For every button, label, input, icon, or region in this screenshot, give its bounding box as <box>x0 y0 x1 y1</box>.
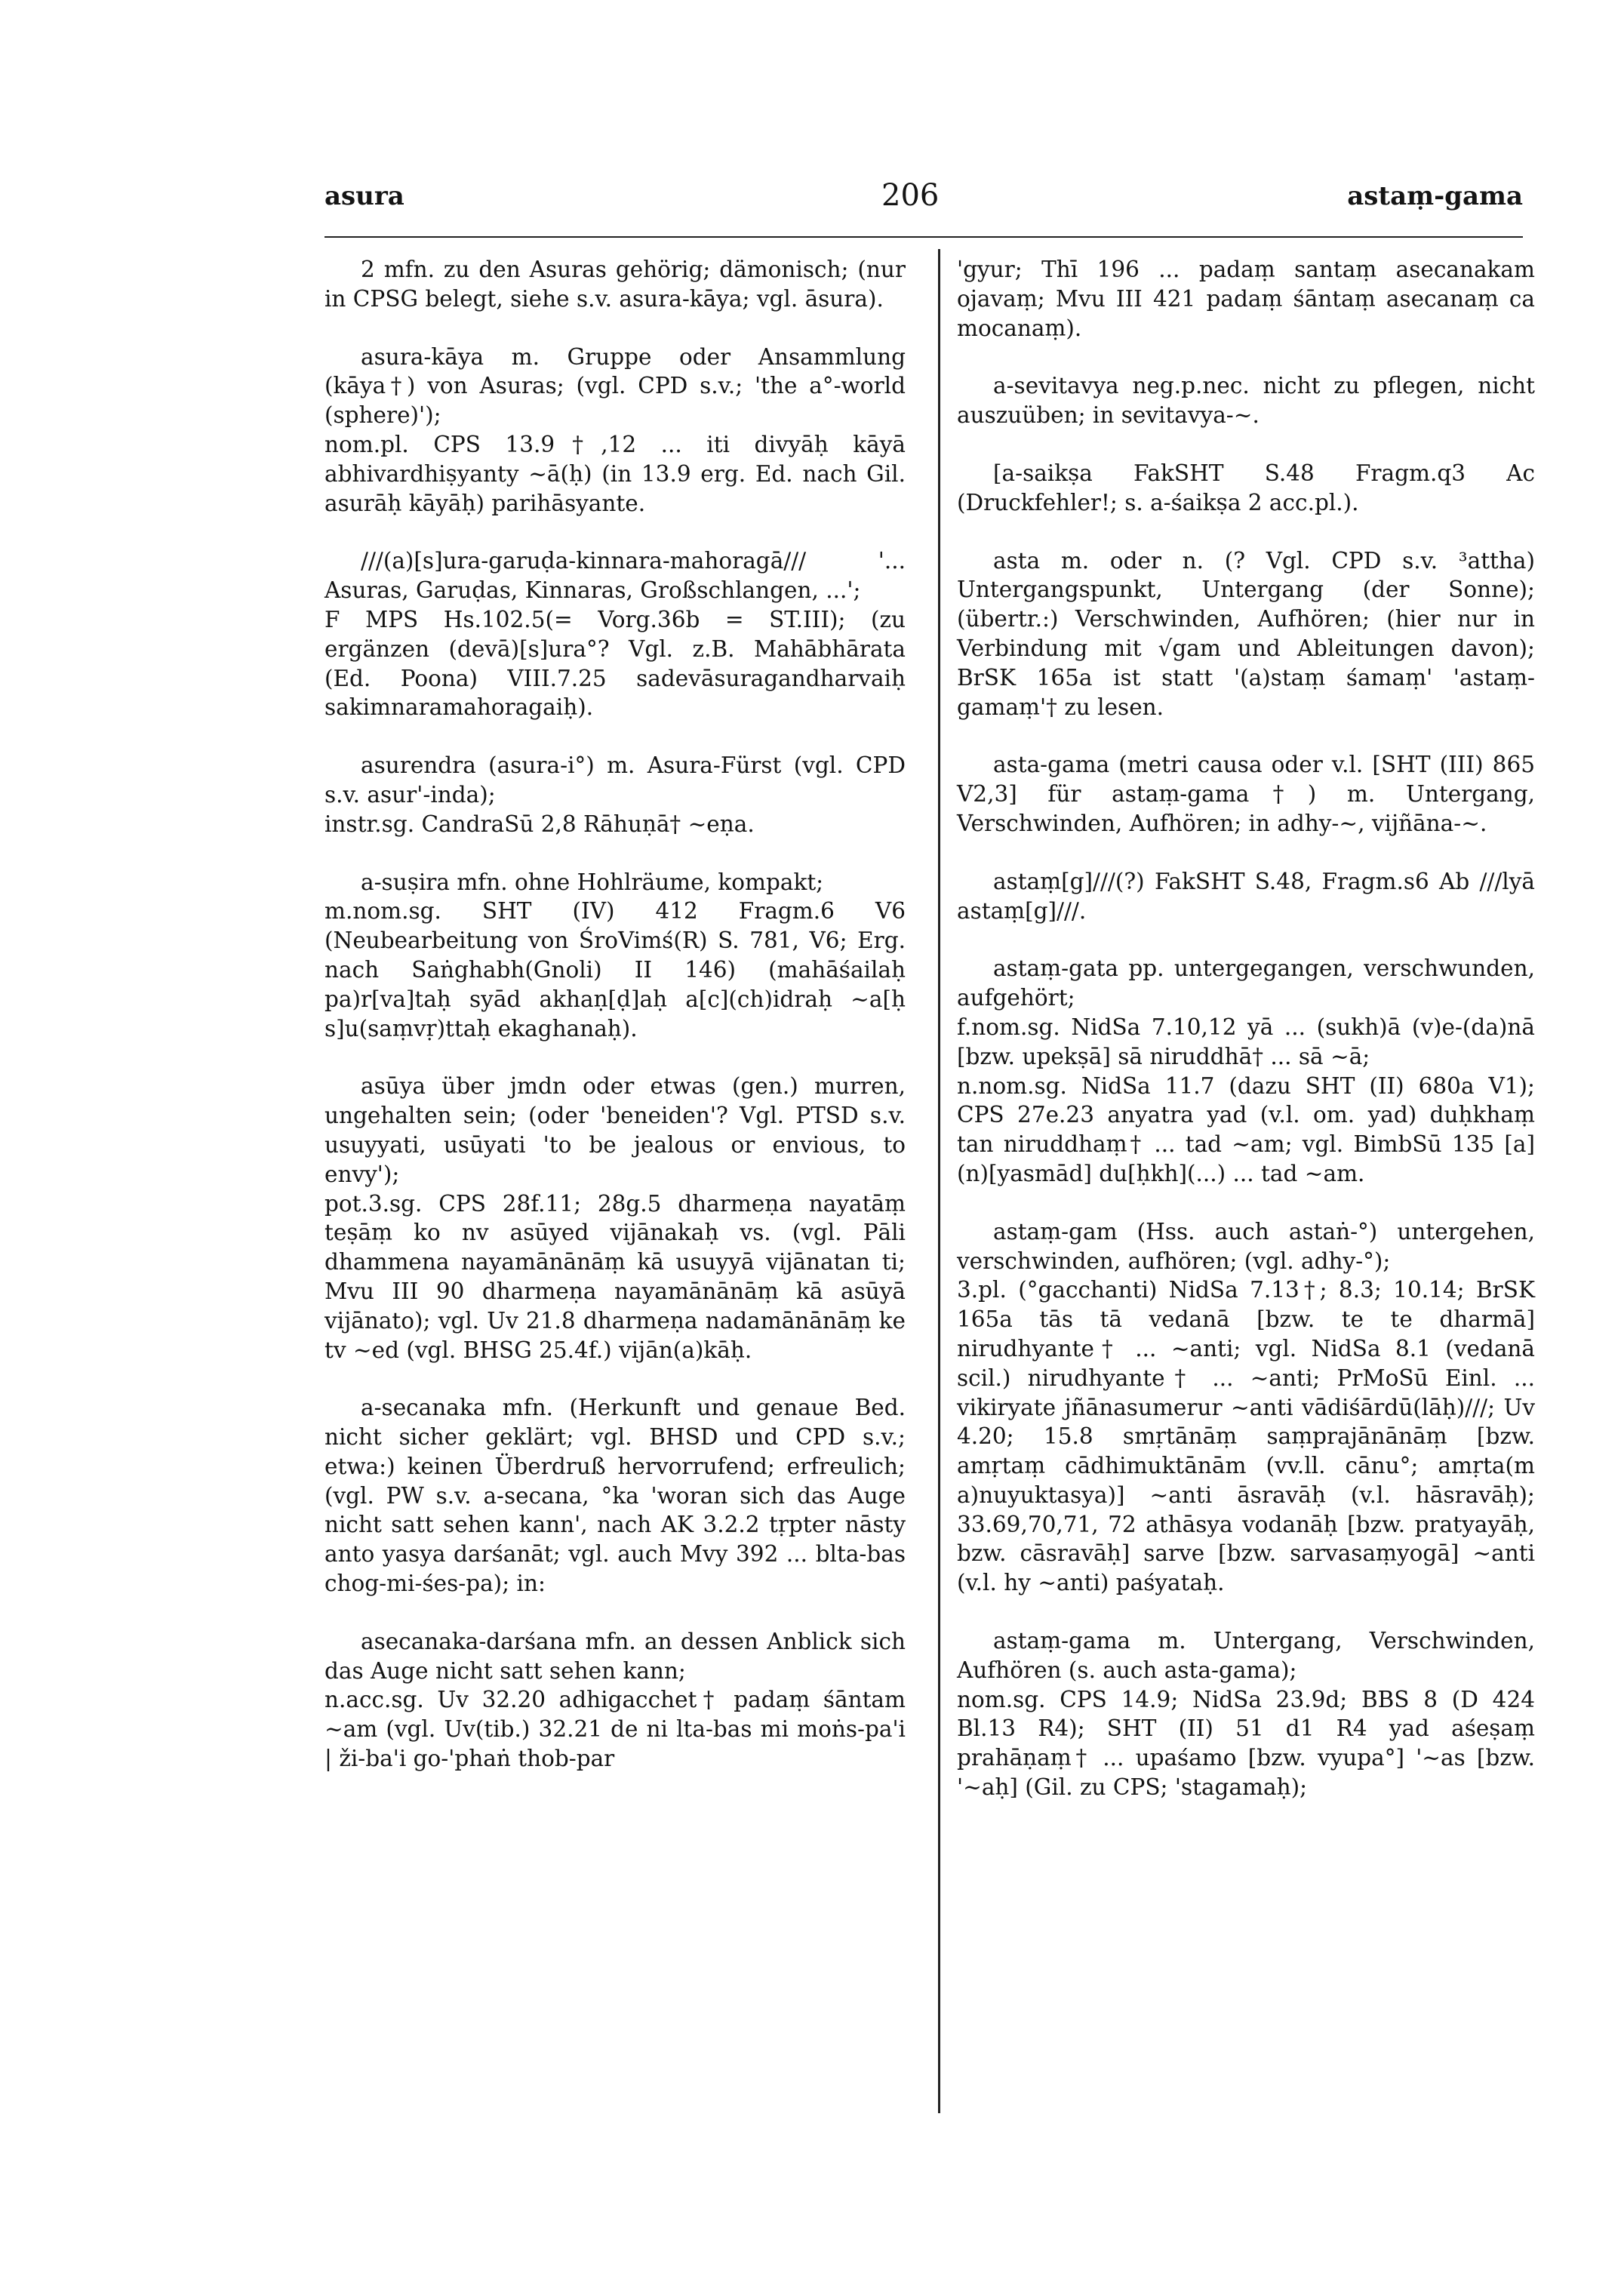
dictionary-entry <box>957 1626 1535 1802</box>
entry-citation: f.nom.sg. NidSa 7.10,12 yā ... (sukh)ā (v)e-(da)nā [bzw. upekṣā] sā niruddhā† ... sā ~ā; <box>957 1014 1535 1069</box>
dictionary-entry <box>324 1627 906 1774</box>
dictionary-entry <box>324 751 906 838</box>
entry-lemma-line: asura-kāya m. Gruppe oder Ansammlung (kāya†) von Asuras; (vgl. CPD s.v.; 'the a°-world (sphere)'); <box>324 343 906 429</box>
entry-lemma-line: astaṃ[g]///(?) FakSHT S.48, Fragm.s6 Ab ///lyā astaṃ[g]///. <box>957 868 1535 924</box>
dictionary-entry <box>957 371 1535 430</box>
entry-citation: nom.sg. CPS 14.9; NidSa 23.9d; BBS 8 (D 424 Bl.13 R4); SHT (II) 51 d1 R4 yad aśeṣaṃ prahāṇaṃ† ... upaśamo [bzw. vyupa°] '~as [bzw. '~aḥ] (Gil. zu CPS; 'stagamaḥ); <box>957 1686 1535 1801</box>
right-column <box>957 255 1535 1831</box>
entry-citation: nom.pl. CPS 13.9†,12 ... iti divyāḥ kāyā abhivardhiṣyanty ~ā(ḥ) (in 13.9 erg. Ed. nach Gil. asurāḥ kāyāḥ) parihāsyante. <box>324 431 906 516</box>
dictionary-entry <box>324 255 906 314</box>
entry-citation: n.nom.sg. NidSa 11.7 (dazu SHT (II) 680a V1); CPS 27e.23 anyatra yad (v.l. om. yad) duḥkhaṃ tan niruddhaṃ† ... tad ~am; vgl. BimbSū 135 [a](n)[yasmād] du[ḥkh](...) ... tad ~am. <box>957 1072 1535 1186</box>
entry-lemma-line: asecanaka-darśana mfn. an dessen Anblick sich das Auge nicht satt sehen kann; <box>324 1628 906 1684</box>
dictionary-entry <box>324 1393 906 1598</box>
dictionary-entry <box>957 546 1535 722</box>
entry-lemma-line: a-suṣira mfn. ohne Hohlräume, kompakt; <box>361 869 824 895</box>
dictionary-entry <box>957 750 1535 838</box>
dictionary-entry <box>324 546 906 722</box>
dictionary-entry <box>957 255 1535 343</box>
entry-lemma-line: astaṃ-gama m. Untergang, Verschwinden, Aufhören (s. auch asta-gama); <box>957 1628 1535 1683</box>
entry-lemma-line: asta m. oder n. (? Vgl. CPD s.v. ³attha) Untergangspunkt, Untergang (der Sonne); (übertr.:) Verschwinden, Aufhören; (hier nur in Verbindung mit √gam und Ableitungen davon); BrSK 165a ist statt '(a)staṃ śamaṃ' 'astaṃ-gamaṃ'† zu lesen. <box>957 547 1535 720</box>
column-divider <box>938 249 940 2113</box>
dictionary-entry <box>957 954 1535 1188</box>
dictionary-entry <box>324 343 906 518</box>
running-head-right: astaṃ-gama <box>1347 181 1523 211</box>
header-rule <box>324 236 1523 238</box>
entry-citation: instr.sg. CandraSū 2,8 Rāhuṇā† ~eṇa. <box>324 811 755 837</box>
dictionary-entry <box>957 1217 1535 1598</box>
entry-lemma-line: 'gyur; Thī 196 ... padaṃ santaṃ asecanakam ojavaṃ; Mvu III 421 padaṃ śāntaṃ asecanaṃ ca mocanaṃ). <box>957 257 1535 341</box>
dictionary-entry <box>324 1072 906 1365</box>
entry-citation: 3.pl. (°gacchanti) NidSa 7.13†; 8.3; 10.14; BrSK 165a tās tā vedanā [bzw. te te dharmā] nirudhyante† ... ~anti; vgl. NidSa 8.1 (vedanā scil.) nirudhyante† ... ~anti; PrMoSū Einl. ... vikiryate jñānasumerur ~anti vādiśārdū(lāḥ)///; Uv 4.20; 15.8 smṛtānāṃ saṃprajānānāṃ [bzw. amṛtaṃ cādhimuktānām (vv.ll. cānu°; amṛta(m a)nuyuktasya)] ~anti āsravāḥ (v.l. hāsravāḥ); 33.69,70,71, 72 athāsya vodanāḥ [bzw. pratyayāḥ, bzw. cāsravāḥ] sarve [bzw. sarvasaṃyogā] ~anti (v.l. hy ~anti) paśyataḥ. <box>957 1277 1535 1596</box>
page-number: 206 <box>881 178 940 213</box>
entry-lemma-line: asta-gama (metri causa oder v.l. [SHT (III) 865 V2,3] für astaṃ-gama†) m. Untergang, Verschwinden, Aufhören; in adhy-~, vijñāna-~. <box>957 752 1535 836</box>
entry-lemma-line: asurendra (asura-i°) m. Asura-Fürst (vgl. CPD s.v. asur'-inda); <box>324 752 906 808</box>
entry-citation: pot.3.sg. CPS 28f.11; 28g.5 dharmeṇa nayatāṃ teṣāṃ ko nv asūyed vijānakaḥ vs. (vgl. Pāli dhammena nayamānānāṃ kā usuyyā vijānatan ti; Mvu III 90 dharmeṇa nayamānānāṃ kā asūyā vijānato); vgl. Uv 21.8 dharmeṇa nadamānānāṃ ke tv ~ed (vgl. BHSG 25.4f.) vijān(a)kāḥ. <box>324 1190 906 1363</box>
dictionary-entry <box>957 459 1535 518</box>
entry-lemma-line: a-sevitavya neg.p.nec. nicht zu pflegen, nicht auszuüben; in sevitavya-~. <box>957 373 1535 429</box>
entry-lemma-line: asūya über jmdn oder etwas (gen.) murren, ungehalten sein; (oder 'beneiden'? Vgl. PTSD s.v. usuyyati, usūyati 'to be jealous or envious, to envy'); <box>324 1073 906 1187</box>
entry-citation: m.nom.sg. SHT (IV) 412 Fragm.6 V6 (Neubearbeitung von ŚroVimś(R) S. 781, V6; Erg. nach Saṅghabh(Gnoli) II 146) (mahāśailaḥ pa)r[va]taḥ syād akhaṇ[ḍ]aḥ a[c](ch)idraḥ ~a[ḥ s]u(saṃvṛ)ttaḥ ekaghanaḥ). <box>324 898 906 1042</box>
entry-lemma-line: [a-saikṣa FakSHT S.48 Fragm.q3 Ac (Druckfehler!; s. a-śaikṣa 2 acc.pl.). <box>957 460 1535 515</box>
entry-lemma-line: 2 mfn. zu den Asuras gehörig; dämonisch; (nur in CPSG belegt, siehe s.v. asura-kāya; vgl. āsura). <box>324 257 906 312</box>
entry-lemma-line: a-secanaka mfn. (Herkunft und genaue Bed. nicht sicher geklärt; vgl. BHSD und CPD s.v.; etwa:) keinen Überdruß hervorrufend; erfreulich; (vgl. PW s.v. a-secana, °ka 'woran sich das Auge nicht satt sehen kann', nach AK 3.2.2 tṛpter nāsty anto yasya darśanāt; vgl. auch Mvy 392 ... blta-bas chog-mi-śes-pa); in: <box>324 1395 906 1597</box>
running-head-left: asura <box>324 181 404 211</box>
entry-citation: n.acc.sg. Uv 32.20 adhigacchet† padaṃ śāntam ~am (vgl. Uv(tib.) 32.21 de ni lta-bas mi moṅs-pa'i | ži-ba'i go-'phaṅ thob-par <box>324 1687 906 1772</box>
dictionary-entry <box>957 867 1535 926</box>
dictionary-entry <box>324 868 906 1044</box>
entry-lemma-line: ///(a)[s]ura-garuḍa-kinnara-mahoragā/// '... Asuras, Garuḍas, Kinnaras, Großschlangen, ...'; <box>324 548 906 604</box>
entry-citation: F MPS Hs.102.5(= Vorg.36b = ST.III); (zu ergänzen (devā)[s]ura°? Vgl. z.B. Mahābhārata (Ed. Poona) VIII.7.25 sadevāsuragandharvaiḥ sakimnaramahoragaiḥ). <box>324 606 906 721</box>
entry-lemma-line: astaṃ-gam (Hss. auch astaṅ-°) untergehen, verschwinden, aufhören; (vgl. adhy-°); <box>957 1218 1535 1274</box>
left-column <box>324 255 906 1802</box>
entry-lemma-line: astaṃ-gata pp. untergegangen, verschwunden, aufgehört; <box>957 955 1535 1011</box>
